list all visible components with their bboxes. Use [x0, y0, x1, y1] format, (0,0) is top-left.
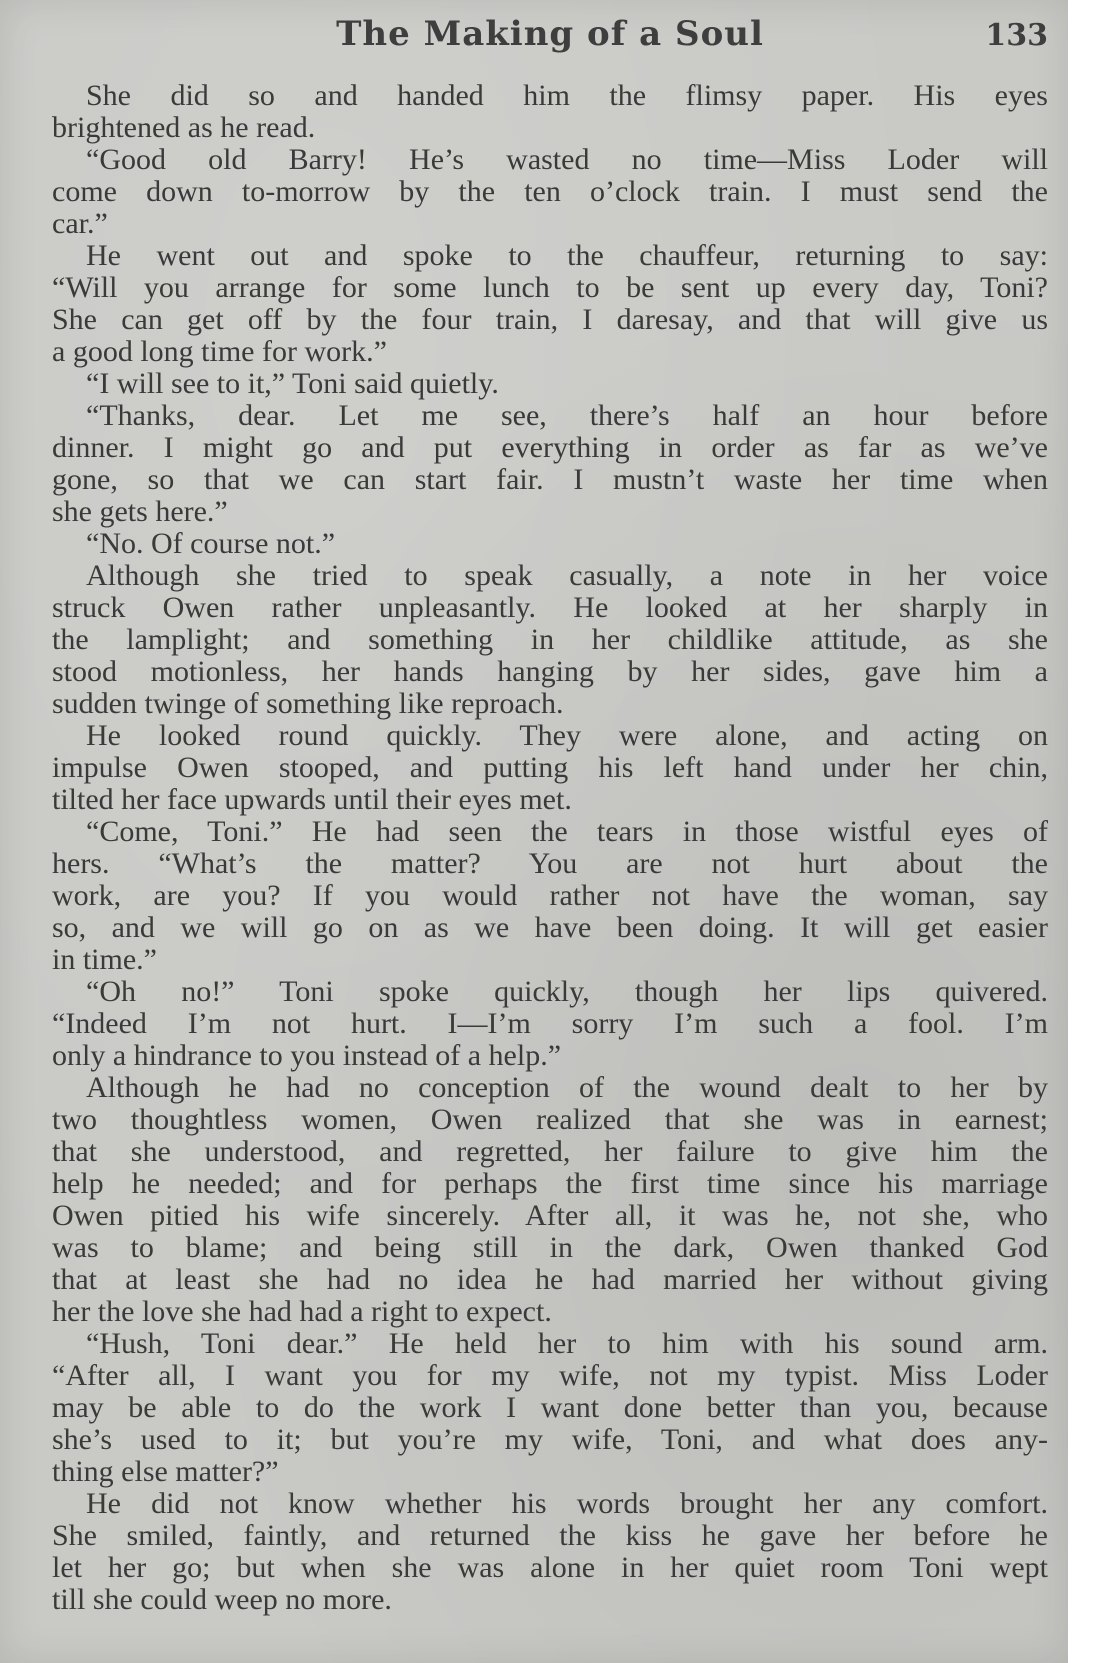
text-line: “Hush, Toni dear.” He held her to him with his sound arm.	[86, 1328, 1048, 1360]
text-line: a good long time for work.”	[52, 336, 387, 368]
running-title: The Making of a Soul	[336, 14, 764, 54]
text-line: hers. “What’s the matter? You are not hurt about the	[52, 848, 1048, 880]
text-line: stood motionless, her hands hanging by her sides, gave him a	[52, 656, 1048, 688]
page-number: 133	[985, 18, 1048, 53]
text-line: “No. Of course not.”	[86, 528, 336, 560]
text-line: so, and we will go on as we have been doing. It will get easier	[52, 912, 1048, 944]
text-line: gone, so that we can start fair. I mustn’t waste her time when	[52, 464, 1048, 496]
text-line: in time.”	[52, 944, 157, 976]
text-line: till she could weep no more.	[52, 1584, 392, 1616]
text-line: was to blame; and being still in the dark, Owen thanked God	[52, 1232, 1048, 1264]
text-line: “Good old Barry! He’s wasted no time—Miss Loder will	[86, 144, 1048, 176]
text-line: the lamplight; and something in her childlike attitude, as she	[52, 624, 1048, 656]
text-line: He went out and spoke to the chauffeur, returning to say:	[86, 240, 1048, 272]
text-line: “Thanks, dear. Let me see, there’s half an hour before	[86, 400, 1048, 432]
text-line: “Will you arrange for some lunch to be sent up every day, Toni?	[52, 272, 1048, 304]
text-line: help he needed; and for perhaps the first time since his marriage	[52, 1168, 1048, 1200]
text-line: “Indeed I’m not hurt. I—I’m sorry I’m such a fool. I’m	[52, 1008, 1048, 1040]
text-line: She can get off by the four train, I daresay, and that will give us	[52, 304, 1048, 336]
text-line: “Come, Toni.” He had seen the tears in those wistful eyes of	[86, 816, 1048, 848]
text-line: only a hindrance to you instead of a help.”	[52, 1040, 562, 1072]
text-line: He did not know whether his words brought her any comfort.	[86, 1488, 1048, 1520]
text-line: thing else matter?”	[52, 1456, 279, 1488]
text-line: that at least she had no idea he had married her without giving	[52, 1264, 1048, 1296]
body-text	[52, 80, 1048, 1616]
text-line: sudden twinge of something like reproach.	[52, 688, 564, 720]
text-line: “After all, I want you for my wife, not my typist. Miss Loder	[52, 1360, 1048, 1392]
text-line: Although she tried to speak casually, a note in her voice	[86, 560, 1048, 592]
text-line: her the love she had had a right to expect.	[52, 1296, 552, 1328]
text-line: two thoughtless women, Owen realized that she was in earnest;	[52, 1104, 1048, 1136]
text-line: may be able to do the work I want done better than you, because	[52, 1392, 1048, 1424]
text-line: car.”	[52, 208, 108, 240]
text-line: struck Owen rather unpleasantly. He looked at her sharply in	[52, 592, 1048, 624]
text-line: brightened as he read.	[52, 112, 316, 144]
text-line: “I will see to it,” Toni said quietly.	[86, 368, 499, 400]
text-line: she gets here.”	[52, 496, 228, 528]
text-line: impulse Owen stooped, and putting his left hand under her chin,	[52, 752, 1048, 784]
text-line: dinner. I might go and put everything in order as far as we’ve	[52, 432, 1048, 464]
text-line: She smiled, faintly, and returned the kiss he gave her before he	[52, 1520, 1048, 1552]
text-line: Although he had no conception of the wound dealt to her by	[86, 1072, 1048, 1104]
text-line: She did so and handed him the flimsy paper. His eyes	[86, 80, 1048, 112]
page-header	[52, 14, 1048, 64]
text-line: Owen pitied his wife sincerely. After all, it was he, not she, who	[52, 1200, 1048, 1232]
text-line: that she understood, and regretted, her failure to give him the	[52, 1136, 1048, 1168]
text-line: let her go; but when she was alone in her quiet room Toni wept	[52, 1552, 1048, 1584]
text-line: she’s used to it; but you’re my wife, Toni, and what does any-	[52, 1424, 1048, 1456]
text-line: come down to-morrow by the ten o’clock train. I must send the	[52, 176, 1048, 208]
text-line: “Oh no!” Toni spoke quickly, though her lips quivered.	[86, 976, 1048, 1008]
text-line: He looked round quickly. They were alone, and acting on	[86, 720, 1048, 752]
text-line: work, are you? If you would rather not have the woman, say	[52, 880, 1048, 912]
text-line: tilted her face upwards until their eyes met.	[52, 784, 572, 816]
